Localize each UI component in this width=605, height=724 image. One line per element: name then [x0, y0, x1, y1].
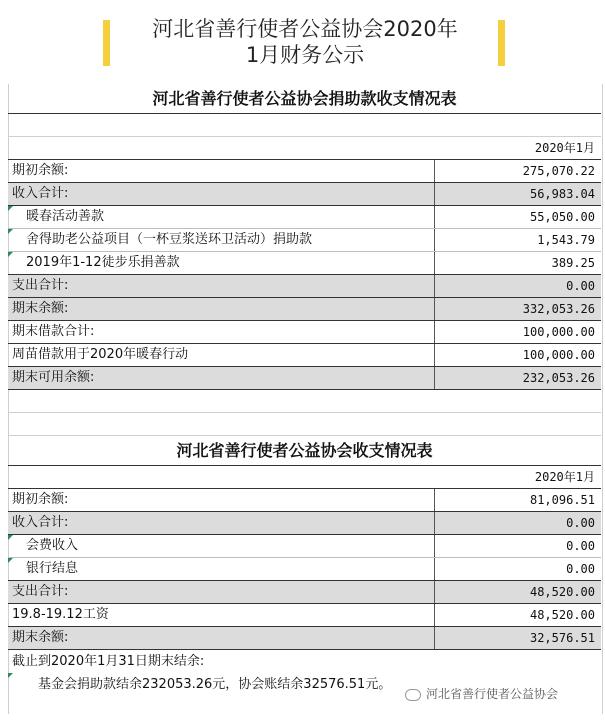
row-value: 0.00 — [566, 539, 595, 553]
blank-row — [8, 114, 601, 137]
table-row — [8, 535, 601, 558]
table-row — [8, 489, 601, 512]
row-label: 期末可用余额: — [8, 367, 435, 389]
table-row — [8, 512, 601, 535]
title-line-1: 河北省善行使者公益协会2020年 — [152, 17, 458, 41]
row-value: 0.00 — [566, 279, 595, 293]
table-row — [8, 160, 601, 183]
row-value: 100,000.00 — [522, 348, 595, 362]
summary-note-text: 基金会捐助款结余232053.26元，协会账结余32576.51元。 — [38, 677, 392, 692]
row-value: 32,576.51 — [529, 631, 595, 645]
row-value: 332,053.26 — [522, 302, 595, 316]
table2-date: 2020年1月 — [534, 470, 595, 484]
table-row — [8, 558, 601, 581]
table1-date: 2020年1月 — [534, 141, 595, 155]
watermark — [405, 685, 558, 702]
row-value: 100,000.00 — [522, 325, 595, 339]
table-row — [8, 275, 601, 298]
blank-row — [8, 390, 601, 413]
table-row — [8, 206, 601, 229]
title-banner — [0, 0, 605, 80]
row-value: 389.25 — [551, 256, 595, 270]
table-row — [8, 229, 601, 252]
accent-bar-left — [103, 20, 110, 66]
watermark-text: 河北省善行使者公益协会 — [426, 687, 559, 701]
row-label: 2019年1-12徒步乐捐善款 — [8, 252, 435, 274]
row-value: 0.00 — [566, 516, 595, 530]
cell-marker-icon — [8, 673, 13, 678]
table-row — [8, 344, 601, 367]
row-value: 55,050.00 — [529, 210, 595, 224]
table1-title: 河北省善行使者公益协会捐助款收支情况表 — [152, 89, 457, 108]
row-value: 81,096.51 — [529, 493, 595, 507]
table2-title: 河北省善行使者公益协会收支情况表 — [176, 441, 433, 460]
row-label: 收入合计: — [8, 183, 435, 205]
row-label: 期初余额: — [8, 160, 435, 182]
blank-row — [8, 413, 601, 436]
wechat-icon — [405, 689, 421, 701]
table-row — [8, 604, 601, 627]
table1-date-row — [8, 137, 601, 160]
row-label: 舍得助老公益项目（一杯豆浆送环卫活动）捐助款 — [8, 229, 435, 251]
summary-note-heading: 截止到2020年1月31日期末结余: — [12, 654, 205, 669]
table-row — [8, 298, 601, 321]
table-row — [8, 183, 601, 206]
row-label: 期末余额: — [8, 298, 435, 320]
table-row — [8, 627, 601, 650]
table-row — [8, 581, 601, 604]
row-label: 暖春活动善款 — [8, 206, 435, 228]
row-label: 周苗借款用于2020年暖春行动 — [8, 344, 435, 366]
table-row — [8, 252, 601, 275]
row-label: 19.8-19.12工资 — [8, 604, 435, 626]
table-row — [8, 321, 601, 344]
accent-bar-right — [498, 20, 505, 66]
spreadsheet — [8, 84, 601, 696]
row-value: 56,983.04 — [529, 187, 595, 201]
page-title — [115, 16, 495, 68]
table1-header — [8, 84, 601, 114]
row-value: 232,053.26 — [522, 371, 595, 385]
row-value: 1,543.79 — [537, 233, 595, 247]
row-label: 银行结息 — [8, 558, 435, 580]
title-line-2: 1月财务公示 — [245, 43, 365, 67]
row-label: 收入合计: — [8, 512, 435, 534]
row-label: 期末借款合计: — [8, 321, 435, 343]
row-value: 48,520.00 — [529, 585, 595, 599]
row-label: 支出合计: — [8, 275, 435, 297]
row-label: 支出合计: — [8, 581, 435, 603]
row-label: 会费收入 — [8, 535, 435, 557]
row-label: 期末余额: — [8, 627, 435, 649]
table-row — [8, 367, 601, 390]
row-value: 48,520.00 — [529, 608, 595, 622]
row-value: 275,070.22 — [522, 164, 595, 178]
row-label: 期初余额: — [8, 489, 435, 511]
table2-date-row — [8, 466, 601, 489]
table2-header — [8, 436, 601, 466]
row-value: 0.00 — [566, 562, 595, 576]
